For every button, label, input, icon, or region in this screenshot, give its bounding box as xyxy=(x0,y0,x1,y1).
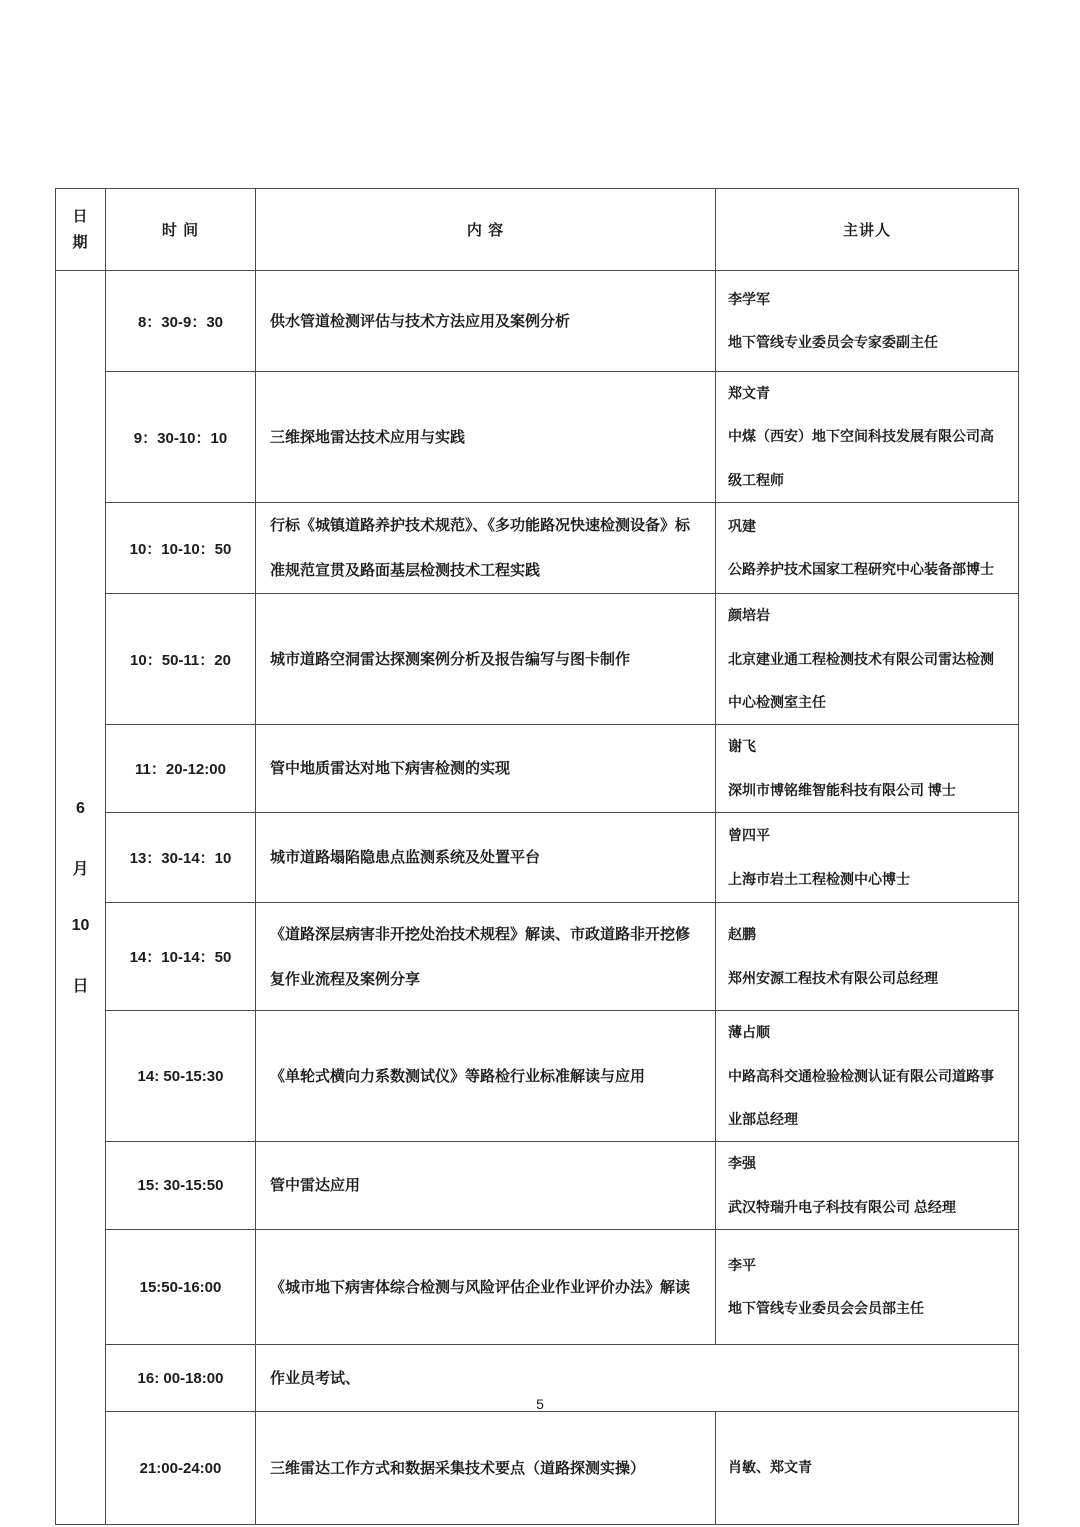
speaker-cell xyxy=(716,813,1019,903)
speaker-line: 深圳市博铭维智能科技有限公司 博士 xyxy=(728,781,956,798)
speaker-cell xyxy=(716,903,1019,1011)
content-cell: 城市道路空洞雷达探测案例分析及报告编写与图卡制作 xyxy=(256,594,716,725)
speaker-line: 郑文青 xyxy=(728,385,770,401)
speaker-line: 地下管线专业委员会会员部主任 xyxy=(728,1300,924,1317)
speaker-line: 李平 xyxy=(728,1256,756,1273)
speaker-line: 北京建业通工程检测技术有限公司雷达检测中心检测室主任 xyxy=(728,650,994,710)
table-row xyxy=(56,1011,1019,1142)
table-row xyxy=(56,725,1019,813)
header-date xyxy=(56,189,106,271)
speaker-line: 武汉特瑞升电子科技有限公司 总经理 xyxy=(728,1198,956,1215)
content-cell: 管中地质雷达对地下病害检测的实现 xyxy=(256,725,716,813)
time-cell: 9：30-10：10 xyxy=(106,372,256,503)
schedule-body xyxy=(56,271,1019,1525)
speaker-cell xyxy=(716,503,1019,594)
speaker-line: 肖敏、郑文青 xyxy=(728,1459,812,1476)
time-cell: 10：10-10：50 xyxy=(106,503,256,594)
date-line: 6 xyxy=(76,799,85,817)
content-cell: 《道路深层病害非开挖处治技术规程》解读、市政道路非开挖修复作业流程及案例分享 xyxy=(256,903,716,1011)
speaker-line: 薄占顺 xyxy=(728,1024,770,1041)
speaker-cell xyxy=(716,271,1019,372)
speaker-cell xyxy=(716,1230,1019,1345)
time-cell: 21:00-24:00 xyxy=(106,1412,256,1525)
speaker-line: 郑州安源工程技术有限公司总经理 xyxy=(728,969,938,986)
table-row xyxy=(56,503,1019,594)
content-cell: 作业员考试、 xyxy=(256,1345,1019,1412)
speaker-cell xyxy=(716,594,1019,725)
time-cell: 14: 50-15:30 xyxy=(106,1011,256,1142)
time-cell: 14：10-14：50 xyxy=(106,903,256,1011)
date-label xyxy=(57,800,104,996)
date-line: 日 xyxy=(72,977,89,995)
time-cell: 10：50-11：20 xyxy=(106,594,256,725)
time-cell: 15: 30-15:50 xyxy=(106,1142,256,1230)
header-speaker: 主讲人 xyxy=(716,189,1019,271)
content-cell: 城市道路塌陷隐患点监测系统及处置平台 xyxy=(256,813,716,903)
speaker-cell xyxy=(716,1142,1019,1230)
table-row xyxy=(56,594,1019,725)
speaker-line: 巩建 xyxy=(728,517,756,534)
speaker-line: 曾四平 xyxy=(728,827,770,844)
header-row xyxy=(56,189,1019,271)
page-number: 5 xyxy=(536,1396,544,1412)
content-cell: 三维雷达工作方式和数据采集技术要点（道路探测实操） xyxy=(256,1412,716,1525)
content-cell: 行标《城镇道路养护技术规范》、《多功能路况快速检测设备》标准规范宣贯及路面基层检测技术工程实践 xyxy=(256,503,716,594)
speaker-line: 中煤（西安）地下空间科技发展有限公司高级工程师 xyxy=(728,428,994,488)
speaker-line: 中路高科交通检验检测认证有限公司道路事业部总经理 xyxy=(728,1067,994,1127)
table-row xyxy=(56,1412,1019,1525)
time-cell: 8：30-9：30 xyxy=(106,271,256,372)
speaker-cell xyxy=(716,1412,1019,1525)
table-row xyxy=(56,1230,1019,1345)
speaker-cell xyxy=(716,725,1019,813)
time-cell: 13：30-14：10 xyxy=(106,813,256,903)
time-cell: 15:50-16:00 xyxy=(106,1230,256,1345)
table-row xyxy=(56,903,1019,1011)
header-content: 内 容 xyxy=(256,189,716,271)
speaker-line: 赵鹏 xyxy=(728,926,756,943)
table-row xyxy=(56,1142,1019,1230)
speaker-line: 李学军 xyxy=(728,290,770,307)
speaker-line: 地下管线专业委员会专家委副主任 xyxy=(728,334,938,350)
speaker-line: 上海市岩土工程检测中心博士 xyxy=(728,870,910,887)
speaker-line: 颜培岩 xyxy=(728,607,770,624)
table-row xyxy=(56,813,1019,903)
speaker-cell xyxy=(716,372,1019,503)
content-cell: 三维探地雷达技术应用与实践 xyxy=(256,372,716,503)
speaker-cell xyxy=(716,1011,1019,1142)
header-date-stack xyxy=(57,204,104,255)
schedule-table xyxy=(55,188,1019,1525)
time-cell: 11：20-12:00 xyxy=(106,725,256,813)
date-line: 月 xyxy=(72,860,89,878)
speaker-line: 谢飞 xyxy=(728,738,756,755)
content-cell: 《单轮式横向力系数测试仪》等路检行业标准解读与应用 xyxy=(256,1011,716,1142)
speaker-line: 李强 xyxy=(728,1155,756,1172)
content-cell: 管中雷达应用 xyxy=(256,1142,716,1230)
table-row xyxy=(56,271,1019,372)
header-date-line: 期 xyxy=(72,233,89,251)
date-cell xyxy=(56,271,106,1525)
header-date-line: 日 xyxy=(72,208,89,225)
time-cell: 16: 00-18:00 xyxy=(106,1345,256,1412)
content-cell: 《城市地下病害体综合检测与风险评估企业作业评价办法》解读 xyxy=(256,1230,716,1345)
header-time: 时 间 xyxy=(106,189,256,271)
content-cell: 供水管道检测评估与技术方法应用及案例分析 xyxy=(256,271,716,372)
speaker-line: 公路养护技术国家工程研究中心装备部博士 xyxy=(728,561,994,578)
date-line: 10 xyxy=(71,916,90,934)
table-row xyxy=(56,372,1019,503)
